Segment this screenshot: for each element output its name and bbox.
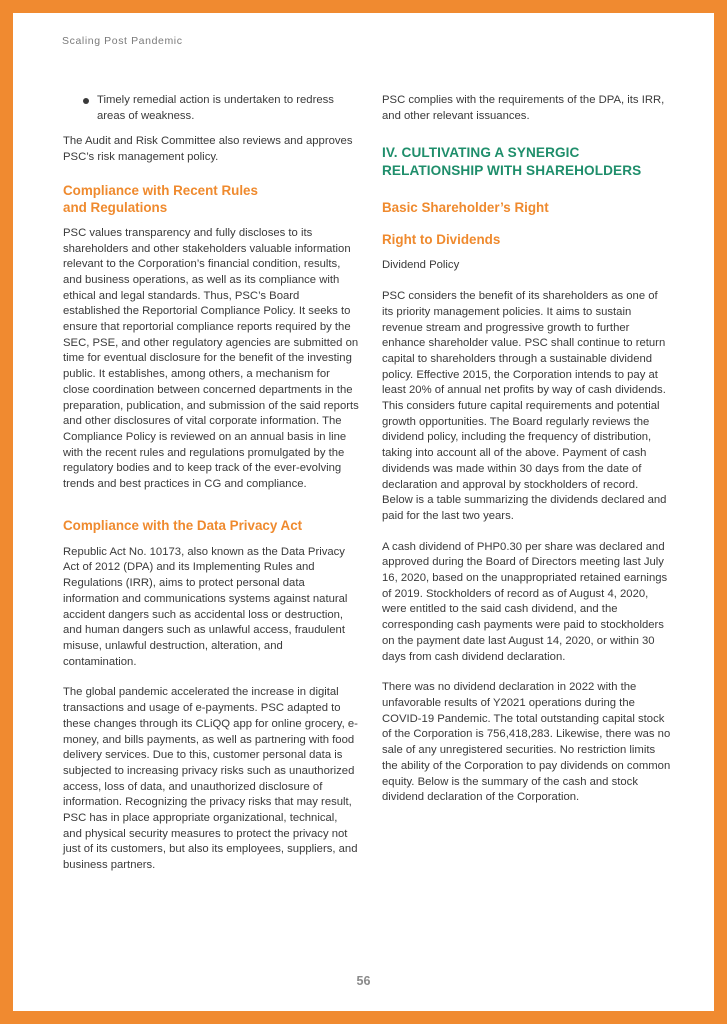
section-heading <box>382 144 672 179</box>
dividend-paragraph-2: A cash dividend of PHP0.30 per share was declared and approved during the Board of Directors meeting last July 16, 2020, based on the unappropriated retained earnings of 2019. Stockholders of record as of August 4, 2020, were entitled to the said cash dividend, and the corresponding cash payments were paid to stockholders on the payment date last August 14, 2020, or within 30 days from cash dividend declaration. <box>382 540 668 663</box>
compliance-paragraph: PSC values transparency and fully discloses to its shareholders and other stakeholders valuable information relevant to the Corporation’s financial condition, results, and business operations, as well as its compliance with ethical and legal standards. Thus, PSC’s Board established the Reportorial Compliance Policy. It seeks to ensure that reportorial compliance reports required by the SEC, PSE, and other regulatory agencies are submitted on time for eventual disclosure for the benefit of the investing public. It establishes, among others, a mechanism for close coordination between concerned departments in the preparation, publication, and submission of the said reports and other disclosures of vital corporate information. The Compliance Policy is reviewed on an annual basis in line with the recent rules and regulations promulgated by the regulatory bodies and to keep track of the ever-evolving trends and best practices in CG and compliance. <box>63 226 359 491</box>
data-privacy-heading: Compliance with the Data Privacy Act <box>63 517 303 533</box>
dpa-paragraph: PSC complies with the requirements of the DPA, its IRR, and other relevant issuances. <box>382 94 665 122</box>
audit-paragraph: The Audit and Risk Committee also reviews and approves PSC’s risk management policy. <box>63 135 353 164</box>
dividend-paragraph-1: PSC considers the benefit of its shareholders as one of its priority management policies. It aims to sustain revenue stream and progressive growth to further enhance shareholder value. PSC shall continue to return capital to shareholders through a sustainable dividend policy. Effective 2015, the Corporation intends to pay at least 20% of annual net profits by way of cash dividends. This considers future capital requirements and potential growth opportunities. The Board regularly reviews the dividend policy, including the frequency of distribution, taking into account all of the above. Payment of cash dividends was made within 30 days from the date of declaration and approval by stockholders of record. Below is a table summarizing the dividends declared and paid for the last two years. <box>382 290 667 522</box>
bullet-dot-icon <box>83 98 89 104</box>
dividend-paragraph-3: There was no dividend declaration in 2022 with the unfavorable results of Y2021 operations during the COVID-19 Pandemic. The total outstanding capital stock of the Corporation is 756,418,283. Likewise, there was no sale of any unregistered securities. No restriction limits the ability of the Corporation to pay dividends on common equity. Below is the summary of the cash and stock dividend declaration of the Corporation. <box>382 681 671 804</box>
page <box>13 13 714 1011</box>
privacy-paragraph-2: The global pandemic accelerated the increase in digital transactions and usage of e-payments. PSC adapted to these changes through its CLiQQ app for online grocery, e-money, and bills payments, as well as partnering with food delivery services. Due to this, customer personal data is subjected to increasing privacy risks such as unauthorized access, loss of data, and unauthorized disclosure of information. Recognizing the privacy risks that may result, PSC has in place appropriate organizational, technical, and physical security measures to protect the privacy not just of its customers, but also its employees, suppliers, and business partners. <box>63 686 358 872</box>
compliance-heading-line1: Compliance with Recent Rules <box>63 182 258 198</box>
dividend-policy-label: Dividend Policy <box>382 259 460 272</box>
running-head: Scaling Post Pandemic <box>62 35 183 47</box>
privacy-paragraph-1: Republic Act No. 10173, also known as the Data Privacy Act of 2012 (DPA) and its Implementing Rules and Regulations (IRR), aims to protect personal data information and communications systems against natural accident dangers such as accidental loss or destruction, and human dangers such as unlawful access, fraudulent misuse, unlawful destruction, alteration, and contamination. <box>63 545 348 668</box>
section-heading-line2: RELATIONSHIP WITH SHAREHOLDERS <box>382 162 642 178</box>
left-column <box>63 93 359 874</box>
section-heading-line1: IV. CULTIVATING A SYNERGIC <box>382 145 580 161</box>
bullet-item <box>63 93 359 124</box>
page-number: 56 <box>356 974 371 988</box>
right-column <box>382 93 672 806</box>
basic-shareholder-right-heading: Basic Shareholder’s Right <box>382 200 549 216</box>
right-to-dividends-heading: Right to Dividends <box>382 232 501 248</box>
compliance-rules-heading <box>63 182 359 216</box>
bullet-text: Timely remedial action is undertaken to redress areas of weakness. <box>97 94 334 122</box>
compliance-heading-line2: and Regulations <box>63 199 168 215</box>
